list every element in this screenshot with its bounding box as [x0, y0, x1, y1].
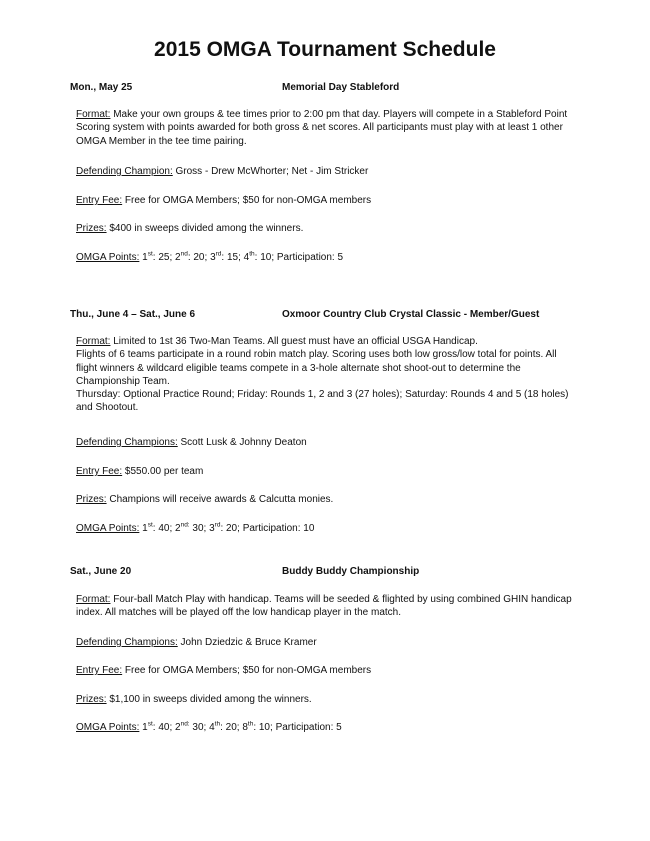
event-entry-fee	[76, 465, 576, 478]
champion-text: Gross - Drew McWhorter; Net - Jim Stricker	[172, 166, 369, 177]
event-prizes	[76, 493, 576, 506]
format-text: Limited to 1st 36 Two-Man Teams. All guest must have an official USGA Handicap.	[110, 336, 478, 347]
fee-text: Free for OMGA Members; $50 for non-OMGA members	[122, 665, 372, 676]
format-text: Flights of 6 teams participate in a round robin match play. Scoring uses both low gross/low total for points. All flight winners & wildcard eligible teams compete in a 3-hole alternate shot shoot-out to determine the Championship Team.	[76, 349, 557, 387]
event-champion	[76, 436, 576, 449]
prizes-text: Champions will receive awards & Calcutta monies.	[106, 494, 334, 505]
points-4th: 4th: 10;	[243, 250, 275, 263]
points-label: OMGA Points:	[76, 252, 140, 263]
event-header	[70, 82, 400, 93]
event-champion	[76, 636, 576, 649]
format-text: Four-ball Match Play with handicap. Teams will be seeded & flighted by using combined GHIN handicap index. All matches will be played off the low handicap player in the match.	[76, 594, 572, 619]
points-participation: Participation: 5	[275, 722, 342, 733]
prizes-label: Prizes:	[76, 694, 107, 705]
fee-label: Entry Fee:	[76, 195, 123, 206]
points-participation: Participation: 5	[276, 252, 344, 263]
fee-label: Entry Fee:	[76, 466, 123, 477]
champion-label: Defending Champions:	[76, 437, 178, 448]
points-3rd: 3rd: 20;	[209, 521, 240, 534]
event-points	[76, 721, 576, 734]
format-label: Format:	[76, 109, 111, 120]
format-label: Format:	[76, 594, 111, 605]
event-format	[76, 593, 576, 620]
fee-label: Entry Fee:	[76, 665, 123, 676]
page-title: 2015 OMGA Tournament Schedule	[154, 38, 496, 61]
event-entry-fee	[76, 664, 576, 677]
event-prizes	[76, 222, 576, 235]
points-3rd: 3rd: 15;	[210, 250, 241, 263]
champion-label: Defending Champions:	[76, 637, 178, 648]
prizes-text: $400 in sweeps divided among the winners.	[106, 223, 304, 234]
prizes-label: Prizes:	[76, 223, 107, 234]
champion-label: Defending Champion:	[76, 166, 173, 177]
points-participation: Participation: 10	[242, 523, 315, 534]
prizes-label: Prizes:	[76, 494, 107, 505]
event-name: Oxmoor Country Club Crystal Classic - Member/Guest	[282, 309, 540, 320]
points-1st: 1st: 40;	[142, 720, 173, 733]
format-text: Make your own groups & tee times prior to 2:00 pm that day. Players will compete in a Stableford Point Scoring system with points awarded for both gross & net scores. All participants must play with at least 1 other OMGA Member in the tee time pairing.	[76, 109, 568, 147]
prizes-text: $1,100 in sweeps divided among the winners.	[106, 694, 312, 705]
fee-text: $550.00 per team	[122, 466, 204, 477]
points-label: OMGA Points:	[76, 523, 140, 534]
event-champion	[76, 165, 576, 178]
format-label: Format:	[76, 336, 111, 347]
points-1st: 1st: 40;	[142, 521, 173, 534]
event-name: Buddy Buddy Championship	[282, 566, 420, 577]
champion-text: John Dziedzic & Bruce Kramer	[177, 637, 317, 648]
points-8th: 8th: 10;	[242, 720, 273, 733]
event-format	[76, 108, 568, 148]
event-date: Thu., June 4 – Sat., June 6	[70, 309, 196, 320]
event-header	[70, 566, 420, 577]
points-4th: 4th: 20;	[209, 720, 240, 733]
points-2nd: 2nd: 20;	[175, 250, 208, 263]
event-points	[76, 522, 576, 535]
points-label: OMGA Points:	[76, 722, 140, 733]
champion-text: Scott Lusk & Johnny Deaton	[177, 437, 307, 448]
event-points	[76, 251, 576, 264]
points-1st: 1st: 25;	[142, 250, 173, 263]
event-format	[76, 335, 576, 415]
event-entry-fee	[76, 194, 576, 207]
points-2nd: $2^{nd:}$ 30;	[175, 521, 207, 534]
event-prizes	[76, 693, 576, 706]
format-text: Thursday: Optional Practice Round; Friday: Rounds 1, 2 and 3 (27 holes); Saturday: Rounds 4 and 5 (18 holes) and Shootout.	[76, 389, 569, 414]
points-2nd: $2^{nd:}$ 30;	[175, 720, 207, 733]
event-header	[70, 309, 540, 320]
event-date: Sat., June 20	[70, 566, 132, 577]
event-date: Mon., May 25	[70, 82, 133, 93]
fee-text: Free for OMGA Members; $50 for non-OMGA members	[122, 195, 372, 206]
event-name: Memorial Day Stableford	[282, 82, 400, 93]
